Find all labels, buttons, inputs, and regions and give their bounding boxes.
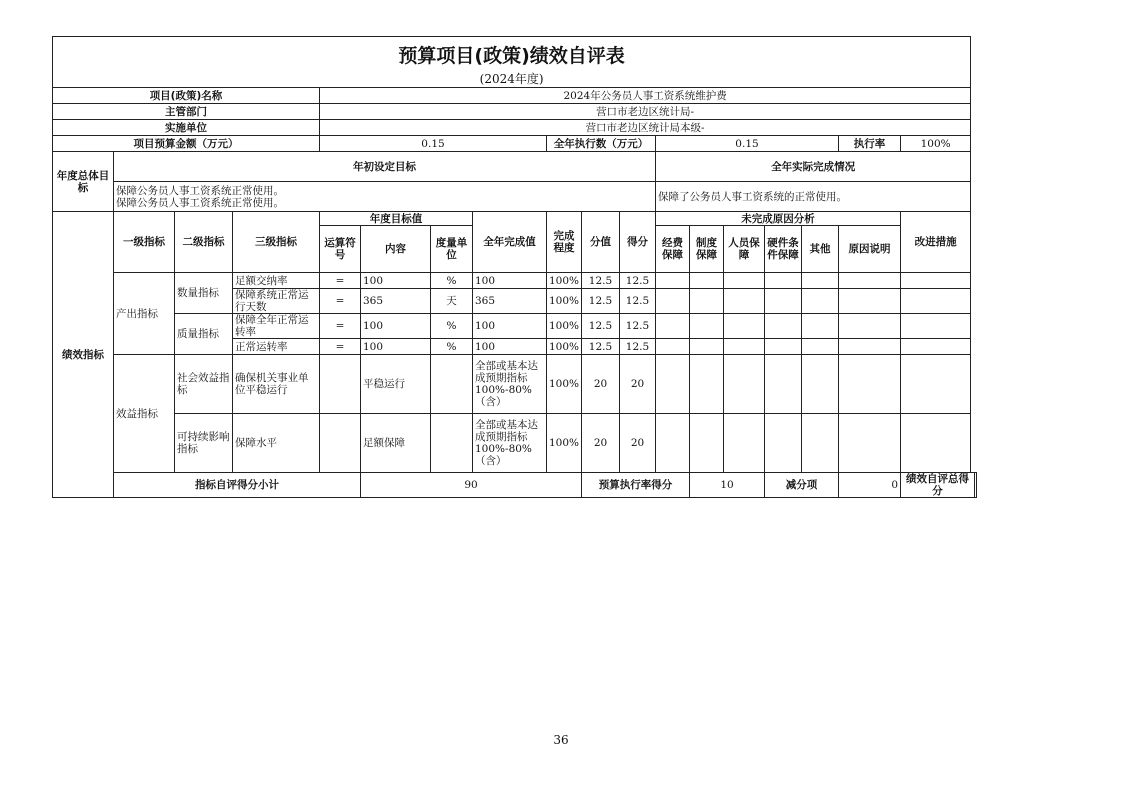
header-full-year: 全年完成值: [473, 212, 547, 273]
project-name-value: 2024年公务员人事工资系统维护费: [320, 88, 971, 104]
perf-label: 绩效指标: [53, 212, 114, 498]
exec-value: 0.15: [656, 136, 839, 152]
table-row: [53, 355, 977, 414]
op-cell: =: [320, 339, 361, 355]
goal-set-line-2: 保障公务员人事工资系统正常使用。: [116, 196, 284, 209]
degree-cell: 100%: [547, 314, 582, 339]
goal-set-label: 年初设定目标: [114, 152, 656, 182]
total-label: 绩效自评总得分: [901, 473, 975, 498]
content-cell: 100: [361, 273, 431, 289]
l3-cell: 确保机关事业单位平稳运行: [233, 355, 320, 414]
degree-cell: 100%: [547, 355, 582, 414]
footer-row: [53, 473, 977, 498]
op-cell: [320, 355, 361, 414]
header-reason-explain: 原因说明: [839, 226, 901, 273]
header-target: 年度目标值: [320, 212, 473, 226]
header-level2: 二级指标: [175, 212, 233, 273]
val-cell: 12.5: [582, 339, 620, 355]
exec-label: 全年执行数（万元）: [547, 136, 656, 152]
header-degree: 完成程度: [547, 212, 582, 273]
table-row: [53, 273, 977, 289]
content-cell: 平稳运行: [361, 355, 431, 414]
degree-cell: 100%: [547, 414, 582, 473]
dept-label: 主管部门: [53, 104, 320, 120]
l2-sustain: 可持续影响指标: [175, 414, 233, 473]
page-subtitle: (2024年度): [53, 71, 971, 88]
page-title: 预算项目(政策)绩效自评表: [53, 37, 971, 72]
header-level1: 一级指标: [114, 212, 175, 273]
l3-cell: 保障系统正常运行天数: [233, 289, 320, 314]
header-improve: 改进措施: [901, 212, 971, 273]
header-score-val: 分值: [582, 212, 620, 273]
page-number: 36: [553, 733, 569, 747]
subtotal-value: 90: [361, 473, 582, 498]
content-cell: 足额保障: [361, 414, 431, 473]
unit-cell: [431, 414, 473, 473]
full-cell: 100: [473, 273, 547, 289]
l3-cell: 足额交纳率: [233, 273, 320, 289]
header-op: 运算符号: [320, 226, 361, 273]
val-cell: 12.5: [582, 273, 620, 289]
got-cell: 12.5: [620, 339, 656, 355]
budget-label: 项目预算金额（万元）: [53, 136, 320, 152]
header-unit: 度量单位: [431, 226, 473, 273]
l1-output: 产出指标: [114, 273, 175, 355]
l1-benefit: 效益指标: [114, 355, 175, 473]
unit-label: 实施单位: [53, 120, 320, 136]
unit-cell: %: [431, 273, 473, 289]
degree-cell: 100%: [547, 273, 582, 289]
op-cell: =: [320, 314, 361, 339]
table-row: [53, 314, 977, 339]
budget-score-value: 10: [690, 473, 765, 498]
got-cell: 12.5: [620, 273, 656, 289]
header-reason-other: 其他: [802, 226, 839, 273]
got-cell: 20: [620, 355, 656, 414]
content-cell: 100: [361, 314, 431, 339]
deduct-value: 0: [839, 473, 901, 498]
l2-quality: 质量指标: [175, 314, 233, 355]
unit-value: 营口市老边区统计局本级-: [320, 120, 971, 136]
deduct-label: 减分项: [765, 473, 839, 498]
total-value: [975, 473, 977, 498]
unit-cell: [431, 355, 473, 414]
budget-value: 0.15: [320, 136, 547, 152]
header-level3: 三级指标: [233, 212, 320, 273]
project-name-label: 项目(政策)名称: [53, 88, 320, 104]
full-cell: 全部或基本达成预期指标100%-80%（含）: [473, 355, 547, 414]
full-cell: 100: [473, 339, 547, 355]
full-cell: 100: [473, 314, 547, 339]
full-cell: 365: [473, 289, 547, 314]
got-cell: 12.5: [620, 314, 656, 339]
val-cell: 12.5: [582, 289, 620, 314]
op-cell: [320, 414, 361, 473]
table-row: [53, 414, 977, 473]
goal-done-text: 保障了公务员人事工资系统的正常使用。: [656, 182, 971, 212]
full-cell: 全部或基本达成预期指标100%-80%（含）: [473, 414, 547, 473]
header-reason: 未完成原因分析: [656, 212, 901, 226]
content-cell: 100: [361, 339, 431, 355]
degree-cell: 100%: [547, 339, 582, 355]
val-cell: 12.5: [582, 314, 620, 339]
op-cell: =: [320, 273, 361, 289]
val-cell: 20: [582, 414, 620, 473]
rate-label: 执行率: [839, 136, 901, 152]
goal-set-line-1: 保障公务员人事工资系统正常使用。: [116, 184, 284, 197]
degree-cell: 100%: [547, 289, 582, 314]
val-cell: 20: [582, 355, 620, 414]
l2-social: 社会效益指标: [175, 355, 233, 414]
goal-done-label: 全年实际完成情况: [656, 152, 971, 182]
rate-value: 100%: [901, 136, 971, 152]
header-reason-staff: 人员保障: [724, 226, 765, 273]
l2-quantity: 数量指标: [175, 273, 233, 314]
header-reason-system: 制度保障: [690, 226, 724, 273]
l3-cell: 正常运转率: [233, 339, 320, 355]
header-reason-funds: 经费保障: [656, 226, 690, 273]
subtotal-label: 指标自评得分小计: [114, 473, 361, 498]
op-cell: =: [320, 289, 361, 314]
l3-cell: 保障水平: [233, 414, 320, 473]
evaluation-sheet: [52, 36, 977, 498]
unit-cell: %: [431, 314, 473, 339]
dept-value: 营口市老边区统计局-: [320, 104, 971, 120]
goal-label: 年度总体目标: [53, 152, 114, 212]
content-cell: 365: [361, 289, 431, 314]
l3-cell: 保障全年正常运转率: [233, 314, 320, 339]
got-cell: 12.5: [620, 289, 656, 314]
evaluation-table: [52, 36, 977, 498]
header-reason-hardware: 硬件条件保障: [765, 226, 802, 273]
unit-cell: 天: [431, 289, 473, 314]
got-cell: 20: [620, 414, 656, 473]
header-content: 内容: [361, 226, 431, 273]
header-score-got: 得分: [620, 212, 656, 273]
goal-set-text: [114, 182, 656, 212]
unit-cell: %: [431, 339, 473, 355]
budget-score-label: 预算执行率得分: [582, 473, 690, 498]
